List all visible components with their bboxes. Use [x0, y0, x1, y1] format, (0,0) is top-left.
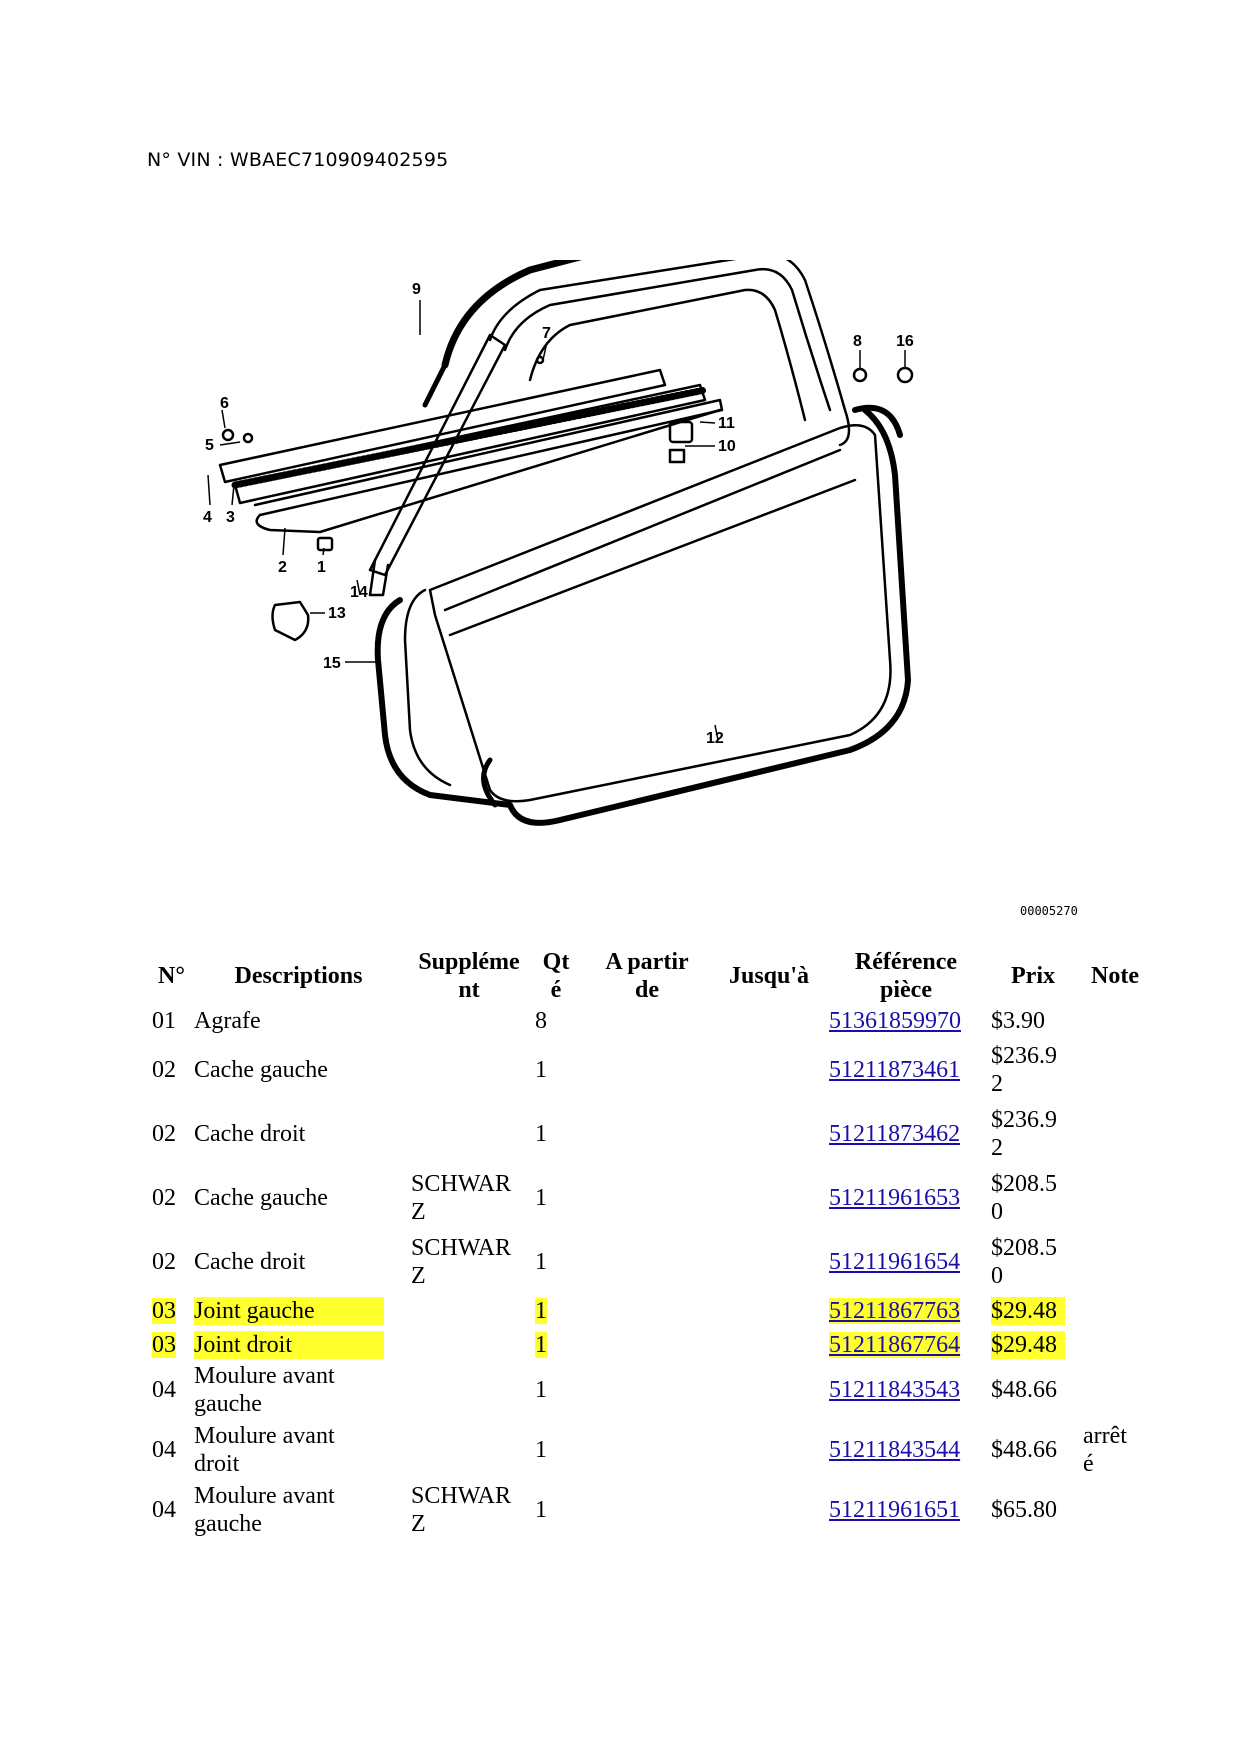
cell-prix [987, 1038, 1079, 1102]
table-row [148, 1294, 1151, 1328]
cell-description [190, 1166, 407, 1230]
cell-jusqu-a [713, 1166, 825, 1230]
cell-qte [531, 1482, 581, 1538]
table-row [148, 1328, 1151, 1362]
cell-reference[interactable] [825, 1418, 987, 1482]
table-row [148, 1482, 1151, 1538]
table-row [148, 1102, 1151, 1166]
cell-description [190, 1102, 407, 1166]
diagram-label-9: 9 [412, 281, 421, 298]
cell-qte [531, 1004, 581, 1038]
cell-no-text: 02 [152, 1249, 176, 1275]
diagram-label-4: 4 [203, 509, 212, 526]
cell-prix-text: $236.92 [991, 1043, 1057, 1097]
cell-qte-text: 1 [535, 1249, 547, 1275]
cell-supplement-text: SCHWARZ [411, 1483, 512, 1537]
parts-table-header [148, 948, 1151, 1004]
cell-qte [531, 1418, 581, 1482]
cell-no-text: 04 [152, 1377, 176, 1403]
cell-jusqu-a [713, 1294, 825, 1328]
diagram-label-2: 2 [278, 559, 287, 576]
cell-no [148, 1362, 190, 1418]
table-row [148, 1166, 1151, 1230]
cell-qte-text: 1 [535, 1121, 547, 1147]
cell-note [1079, 1362, 1151, 1418]
cell-qte-text: 1 [535, 1057, 547, 1083]
cell-prix-text: $48.66 [991, 1437, 1057, 1463]
cell-qte [531, 1294, 581, 1328]
cell-no [148, 1102, 190, 1166]
cell-prix [987, 1482, 1079, 1538]
cell-description [190, 1418, 407, 1482]
part-reference-link[interactable]: 51211961653 [829, 1185, 961, 1211]
cell-description-text: Joint droit [194, 1331, 384, 1359]
cell-a-partir-de [581, 1230, 713, 1294]
cell-prix-text: $236.92 [991, 1107, 1057, 1161]
header-qte: Qté [542, 949, 570, 1003]
cell-jusqu-a [713, 1038, 825, 1102]
cell-a-partir-de [581, 1362, 713, 1418]
diagram-label-5: 5 [205, 437, 214, 454]
cell-a-partir-de [581, 1328, 713, 1362]
cell-note [1079, 1004, 1151, 1038]
cell-supplement [407, 1102, 531, 1166]
cell-a-partir-de [581, 1482, 713, 1538]
cell-reference[interactable] [825, 1004, 987, 1038]
cell-prix [987, 1362, 1079, 1418]
part-reference-link[interactable]: 51211867763 [829, 1298, 961, 1324]
part-reference-link[interactable]: 51211961654 [829, 1249, 961, 1275]
cell-qte-text: 1 [535, 1437, 547, 1463]
part-reference-link[interactable]: 51211843544 [829, 1437, 961, 1463]
cell-a-partir-de [581, 1102, 713, 1166]
cell-no [148, 1328, 190, 1362]
cell-note [1079, 1166, 1151, 1230]
cell-note [1079, 1418, 1151, 1482]
diagram-code: 00005270 [1020, 904, 1078, 918]
header-jusqu-a: Jusqu'à [728, 963, 810, 989]
diagram-label-14: 14 [350, 584, 368, 601]
part-reference-link[interactable]: 51211867764 [829, 1332, 961, 1358]
cell-supplement-text: SCHWARZ [411, 1235, 512, 1289]
cell-qte [531, 1362, 581, 1418]
table-row [148, 1230, 1151, 1294]
cell-supplement [407, 1038, 531, 1102]
cell-prix-text: $208.50 [991, 1235, 1057, 1289]
diagram-label-10: 10 [718, 438, 736, 455]
cell-reference[interactable] [825, 1038, 987, 1102]
cell-description-text: Cache gauche [194, 1185, 328, 1211]
cell-description [190, 1482, 407, 1538]
cell-reference[interactable] [825, 1230, 987, 1294]
cell-no [148, 1418, 190, 1482]
cell-prix-text: $208.50 [991, 1171, 1057, 1225]
cell-reference[interactable] [825, 1166, 987, 1230]
vin-line: N° VIN : WBAEC710909402595 [147, 149, 449, 171]
table-row [148, 1038, 1151, 1102]
cell-prix-text: $3.90 [991, 1008, 1045, 1034]
diagram-label-13: 13 [328, 605, 346, 622]
door-seal-diagram-svg [200, 260, 1100, 920]
cell-qte-text: 1 [535, 1377, 547, 1403]
cell-qte [531, 1102, 581, 1166]
header-prix: Prix [1011, 963, 1055, 989]
header-a-partir-de: A partir de [605, 949, 689, 1003]
part-reference-link[interactable]: 51211873461 [829, 1057, 961, 1083]
cell-jusqu-a [713, 1004, 825, 1038]
cell-description-text: Moulure avant gauche [194, 1483, 335, 1537]
cell-no-text: 02 [152, 1185, 176, 1211]
parts-table [148, 948, 1151, 1538]
diagram-label-1: 1 [317, 559, 326, 576]
cell-note [1079, 1038, 1151, 1102]
cell-description-text: Agrafe [194, 1008, 261, 1034]
cell-qte-text: 1 [535, 1332, 547, 1358]
table-row [148, 1004, 1151, 1038]
cell-prix [987, 1102, 1079, 1166]
cell-no [148, 1004, 190, 1038]
cell-reference[interactable] [825, 1328, 987, 1362]
cell-supplement [407, 1294, 531, 1328]
cell-qte-text: 1 [535, 1298, 547, 1324]
cell-no-text: 02 [152, 1121, 176, 1147]
cell-prix-text: $65.80 [991, 1497, 1057, 1523]
cell-jusqu-a [713, 1230, 825, 1294]
cell-description-text: Moulure avant droit [194, 1423, 335, 1477]
cell-prix-text: $48.66 [991, 1377, 1057, 1403]
cell-note [1079, 1102, 1151, 1166]
cell-reference[interactable] [825, 1482, 987, 1538]
cell-qte [531, 1166, 581, 1230]
cell-no [148, 1482, 190, 1538]
part-reference-link[interactable]: 51211961651 [829, 1497, 961, 1523]
diagram-label-15: 15 [323, 655, 341, 672]
part-reference-link[interactable]: 51211843543 [829, 1377, 961, 1403]
cell-qte-text: 1 [535, 1185, 547, 1211]
cell-jusqu-a [713, 1102, 825, 1166]
cell-prix [987, 1230, 1079, 1294]
cell-description [190, 1294, 407, 1328]
cell-supplement [407, 1482, 531, 1538]
cell-qte-text: 8 [535, 1008, 547, 1034]
header-reference-piece: Référence pièce [854, 949, 958, 1003]
cell-no [148, 1230, 190, 1294]
part-reference-link[interactable]: 51361859970 [829, 1008, 961, 1034]
diagram-label-12: 12 [706, 730, 724, 747]
cell-no-text: 04 [152, 1437, 176, 1463]
parts-exploded-diagram [200, 260, 1100, 920]
cell-qte [531, 1328, 581, 1362]
cell-supplement [407, 1418, 531, 1482]
diagram-label-8: 8 [853, 333, 862, 350]
cell-reference[interactable] [825, 1102, 987, 1166]
cell-note [1079, 1328, 1151, 1362]
cell-a-partir-de [581, 1038, 713, 1102]
table-row [148, 1362, 1151, 1418]
cell-supplement [407, 1004, 531, 1038]
cell-qte [531, 1038, 581, 1102]
cell-jusqu-a [713, 1418, 825, 1482]
cell-supplement [407, 1230, 531, 1294]
cell-prix [987, 1004, 1079, 1038]
cell-jusqu-a [713, 1328, 825, 1362]
header-descriptions: Descriptions [234, 963, 363, 989]
cell-no-text: 03 [152, 1332, 176, 1358]
cell-no [148, 1294, 190, 1328]
diagram-label-16: 16 [896, 333, 914, 350]
cell-description [190, 1004, 407, 1038]
diagram-label-7: 7 [542, 325, 551, 342]
cell-note-text: arrêté [1083, 1423, 1127, 1477]
cell-prix-text: $29.48 [991, 1297, 1065, 1325]
header-supplement: Supplément [418, 949, 520, 1003]
cell-note [1079, 1294, 1151, 1328]
cell-prix [987, 1166, 1079, 1230]
cell-supplement [407, 1362, 531, 1418]
diagram-label-6: 6 [220, 395, 229, 412]
cell-description [190, 1328, 407, 1362]
part-reference-link[interactable]: 51211873462 [829, 1121, 961, 1147]
cell-supplement [407, 1328, 531, 1362]
cell-no-text: 03 [152, 1298, 176, 1324]
cell-prix-text: $29.48 [991, 1331, 1065, 1359]
cell-no-text: 04 [152, 1497, 176, 1523]
cell-description [190, 1230, 407, 1294]
cell-a-partir-de [581, 1166, 713, 1230]
cell-a-partir-de [581, 1294, 713, 1328]
cell-supplement-text: SCHWARZ [411, 1171, 512, 1225]
header-no: N° [158, 963, 185, 989]
cell-reference[interactable] [825, 1294, 987, 1328]
cell-qte [531, 1230, 581, 1294]
cell-description-text: Joint gauche [194, 1297, 384, 1325]
table-row [148, 1418, 1151, 1482]
cell-no [148, 1166, 190, 1230]
cell-description-text: Cache droit [194, 1249, 306, 1275]
cell-supplement [407, 1166, 531, 1230]
cell-description [190, 1362, 407, 1418]
cell-prix [987, 1418, 1079, 1482]
cell-a-partir-de [581, 1004, 713, 1038]
cell-description-text: Cache gauche [194, 1057, 328, 1083]
cell-note [1079, 1230, 1151, 1294]
cell-jusqu-a [713, 1482, 825, 1538]
cell-no-text: 01 [152, 1008, 176, 1034]
diagram-label-11: 11 [718, 415, 735, 432]
cell-qte-text: 1 [535, 1497, 547, 1523]
diagram-label-3: 3 [226, 509, 235, 526]
header-note: Note [1091, 963, 1139, 989]
cell-no [148, 1038, 190, 1102]
cell-description-text: Cache droit [194, 1121, 306, 1147]
cell-prix [987, 1328, 1079, 1362]
cell-prix [987, 1294, 1079, 1328]
cell-description [190, 1038, 407, 1102]
cell-note [1079, 1482, 1151, 1538]
cell-no-text: 02 [152, 1057, 176, 1083]
cell-a-partir-de [581, 1418, 713, 1482]
cell-jusqu-a [713, 1362, 825, 1418]
cell-reference[interactable] [825, 1362, 987, 1418]
cell-description-text: Moulure avant gauche [194, 1363, 335, 1417]
